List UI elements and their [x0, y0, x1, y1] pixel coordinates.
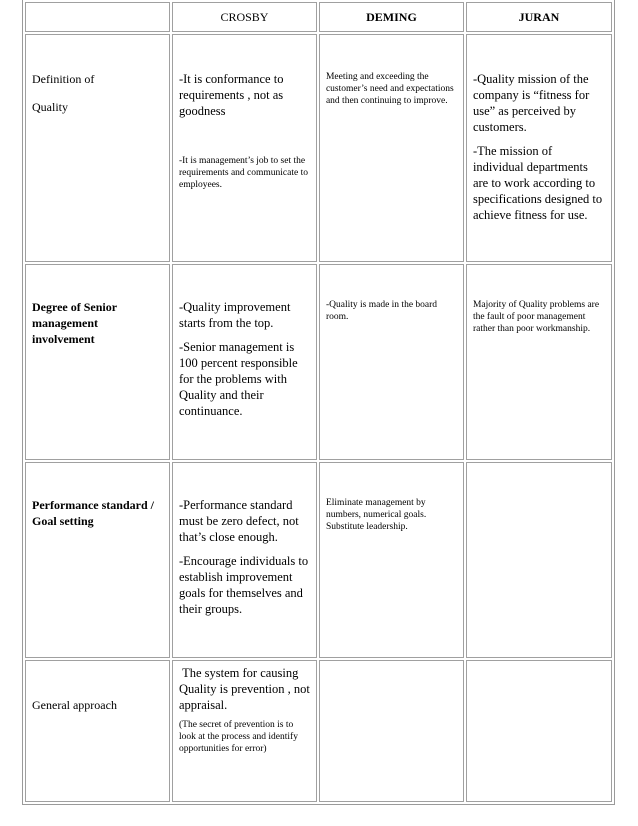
- header-deming: DEMING: [319, 2, 464, 32]
- table-header-row: [25, 2, 612, 32]
- crosby-cell: [172, 462, 317, 658]
- juran-cell: [466, 462, 612, 658]
- crosby-text-a: -Quality improvement starts from the top.: [178, 300, 291, 330]
- comparison-table-container: [22, 0, 615, 754]
- row-label: General approach: [32, 698, 117, 712]
- table-row-definition: [25, 34, 612, 262]
- crosby-text-a: -Performance standard must be zero defect, not that’s close enough.: [178, 498, 299, 544]
- header-blank-cell: [25, 2, 170, 32]
- crosby-text-b: -It is management’s job to set the requirements and communicate to employees.: [178, 156, 308, 190]
- quality-gurus-comparison-table: [22, 0, 615, 805]
- row-label-line1: Definition of: [32, 72, 95, 86]
- row-label-cell: [25, 264, 170, 460]
- deming-cell: [319, 34, 464, 262]
- header-juran: JURAN: [466, 2, 612, 32]
- row-label-cell: [25, 34, 170, 262]
- deming-text: Eliminate management by numbers, numerical goals. Substitute leadership.: [325, 498, 427, 532]
- crosby-text-b: -Encourage individuals to establish improvement goals for themselves and their groups.: [178, 554, 309, 616]
- juran-cell: [466, 660, 612, 802]
- crosby-cell: [172, 660, 317, 802]
- deming-cell: [319, 264, 464, 460]
- row-label-line2: Quality: [32, 100, 68, 114]
- juran-text-a: -Quality mission of the company is “fitness for use” as perceived by customers.: [472, 72, 590, 134]
- juran-cell: [466, 34, 612, 262]
- crosby-text-b: (The secret of prevention is to look at the process and identify opportunities for error): [178, 720, 298, 754]
- crosby-text-a: The system for causing Quality is prevention , not appraisal.: [178, 666, 313, 712]
- juran-cell: [466, 264, 612, 460]
- row-label-cell: [25, 660, 170, 802]
- crosby-cell: [172, 264, 317, 460]
- deming-cell: [319, 660, 464, 802]
- row-label: Performance standard / Goal setting: [32, 498, 154, 528]
- deming-text: -Quality is made in the board room.: [325, 300, 438, 322]
- juran-text-b: -The mission of individual departments are to work according to specifications designed to achieve fitness for use.: [472, 144, 603, 222]
- header-crosby: CROSBY: [172, 2, 317, 32]
- row-label-cell: [25, 462, 170, 658]
- juran-text: Majority of Quality problems are the fault of poor management rather than poor workmanship.: [472, 300, 600, 334]
- deming-cell: [319, 462, 464, 658]
- table-row-performance-standard: [25, 462, 612, 658]
- table-row-general-approach: [25, 660, 612, 802]
- table-row-senior-involvement: [25, 264, 612, 460]
- row-label: Degree of Senior management involvement: [32, 300, 117, 346]
- crosby-cell: [172, 34, 317, 262]
- crosby-text-b: -Senior management is 100 percent responsible for the problems with Quality and their continuance.: [178, 340, 298, 418]
- crosby-text-a: -It is conformance to requirements , not as goodness: [178, 72, 284, 118]
- deming-text: Meeting and exceeding the customer’s need and expectations and then continuing to improve.: [325, 72, 454, 106]
